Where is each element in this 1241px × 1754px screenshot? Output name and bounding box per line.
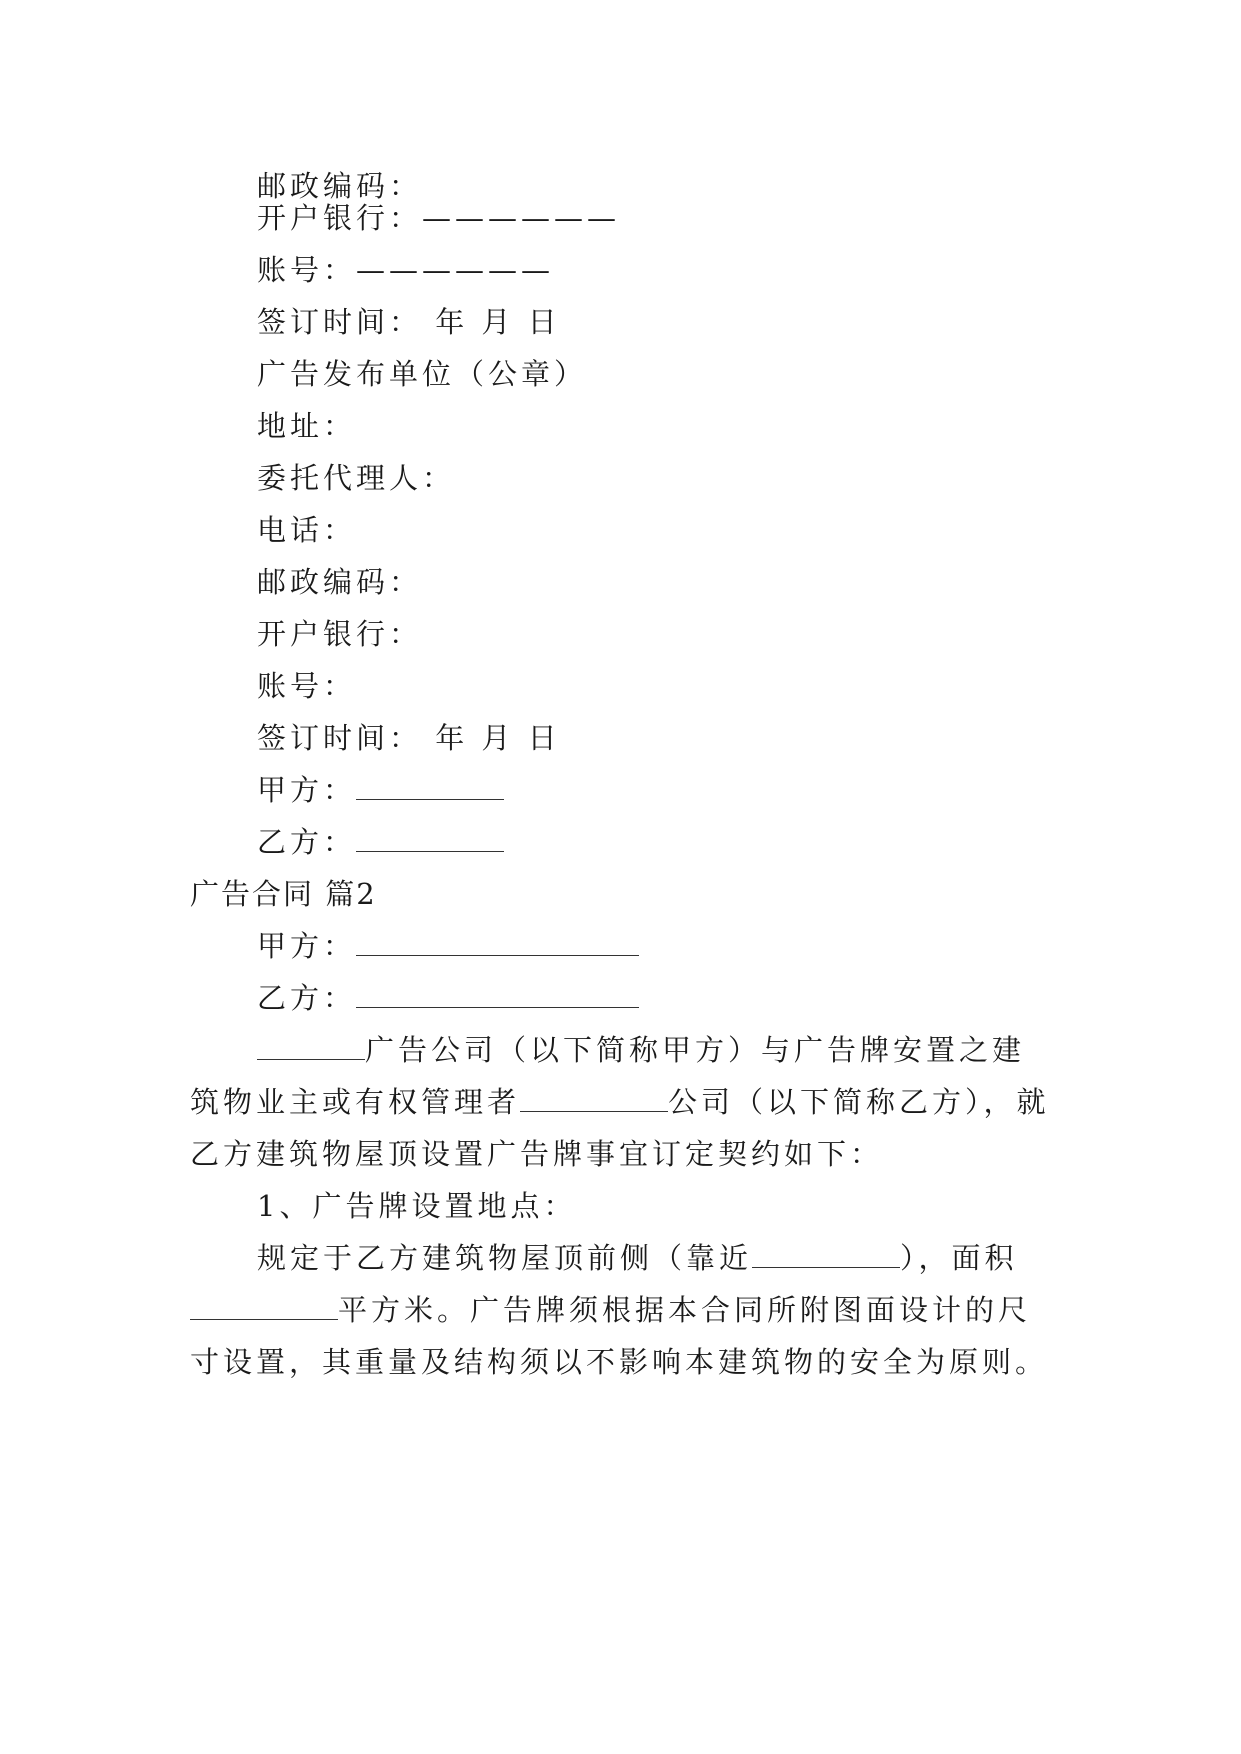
account-label-1: 账号：—————— <box>257 253 555 287</box>
party-b-label-2: 乙方： <box>257 981 357 1015</box>
area-blank <box>190 1293 338 1320</box>
clause-1-line-2 <box>190 1290 1031 1330</box>
party-a-label-2: 甲方： <box>257 929 357 963</box>
intro-text-2a: 筑物业主或有权管理者 <box>190 1085 521 1119</box>
sign-date-label-1: 签订时间： 年 月 日 <box>257 305 561 339</box>
party-a-line-2 <box>257 926 639 966</box>
party-a-blank-1 <box>356 773 504 800</box>
party-b-blank-2 <box>356 981 639 1008</box>
agent-label: 委托代理人： <box>257 461 456 495</box>
bank-label-1: 开户银行：—————— <box>257 201 621 235</box>
clause-1-line-3: 寸设置，其重量及结构须以不影响本建筑物的安全为原则。 <box>190 1345 1049 1379</box>
party-b-line-2 <box>257 978 639 1018</box>
party-a-blank-2 <box>356 929 639 956</box>
intro-text-2b: 公司（以下简称乙方），就 <box>668 1085 1050 1119</box>
bank-label-2: 开户银行： <box>257 617 423 651</box>
postal-code-label-1: 邮政编码： <box>257 169 423 203</box>
intro-line-1 <box>257 1030 1025 1070</box>
company-a-blank <box>257 1033 365 1060</box>
clause-1-title: 1、广告牌设置地点： <box>257 1189 577 1223</box>
publisher-unit-label: 广告发布单位（公章） <box>257 357 588 391</box>
party-a-line-1 <box>257 770 504 810</box>
clause-1-text-2: 平方米。广告牌须根据本合同所附图面设计的尺 <box>338 1293 1032 1327</box>
party-a-label-1: 甲方： <box>257 773 357 807</box>
near-blank <box>752 1241 900 1268</box>
clause-1-text-1b: ），面积 <box>900 1241 1018 1275</box>
phone-label: 电话： <box>257 513 357 547</box>
party-b-line-1 <box>257 822 504 862</box>
sign-date-label-2: 签订时间： 年 月 日 <box>257 721 561 755</box>
intro-line-2 <box>190 1082 1050 1122</box>
company-b-blank <box>520 1085 668 1112</box>
section-heading: 广告合同 篇2 <box>190 877 377 911</box>
postal-code-label-2: 邮政编码： <box>257 565 423 599</box>
clause-1-line-1 <box>257 1238 1018 1278</box>
party-b-blank-1 <box>356 825 504 852</box>
intro-text-1: 广告公司（以下简称甲方）与广告牌安置之建 <box>365 1033 1026 1067</box>
account-label-2: 账号： <box>257 669 357 703</box>
address-label: 地址： <box>257 409 357 443</box>
clause-1-text-1a: 规定于乙方建筑物屋顶前侧（靠近 <box>257 1241 753 1275</box>
intro-line-3: 乙方建筑物屋顶设置广告牌事宜订定契约如下： <box>190 1137 884 1171</box>
party-b-label-1: 乙方： <box>257 825 357 859</box>
